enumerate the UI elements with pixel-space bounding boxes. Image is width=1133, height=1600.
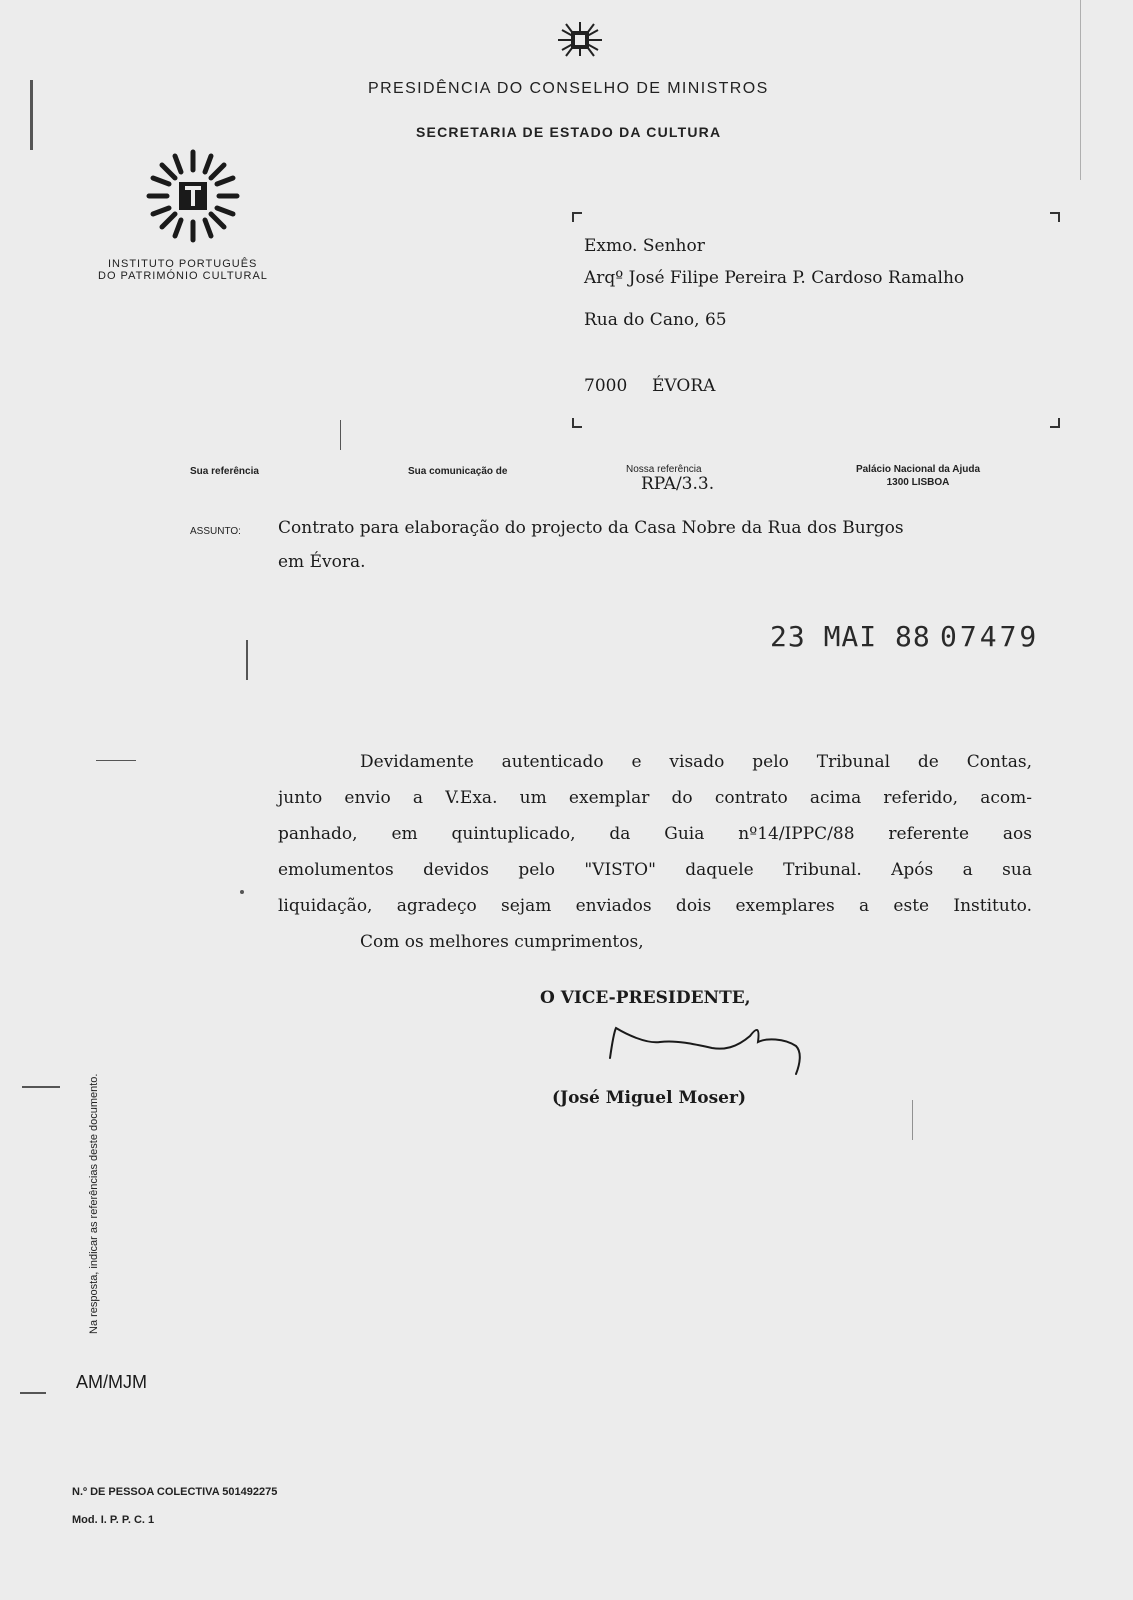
subject-label: ASSUNTO: — [190, 526, 241, 537]
state-seal-icon — [552, 16, 608, 64]
scan-mark — [340, 420, 341, 450]
body-line-3: panhado, em quintuplicado, da Guia nº14/IPPC/88 referente aos — [278, 824, 1032, 844]
sua-referencia-label: Sua referência — [190, 466, 259, 477]
scan-mark — [20, 1392, 46, 1394]
address-corner-tl — [572, 212, 582, 222]
recipient-salutation: Exmo. Senhor — [584, 236, 705, 256]
address-corner-bl — [572, 418, 582, 428]
body-line-1: Devidamente autenticado e visado pelo Tribunal de Contas, — [360, 752, 1032, 772]
body-line-2: junto envio a V.Exa. um exemplar do contrato acima referido, acom- — [278, 788, 1032, 808]
scan-mark — [246, 640, 248, 680]
signatory-title: O VICE-PRESIDENTE, — [540, 988, 751, 1008]
palace-address-line2: 1300 LISBOA — [886, 477, 950, 488]
sua-comunicacao-label: Sua comunicação de — [408, 466, 508, 477]
subject-line2: em Évora. — [278, 552, 366, 572]
scan-mark — [30, 80, 33, 150]
nossa-referencia-value: RPA/3.3. — [641, 474, 715, 494]
registry-number: 07479 — [940, 620, 1040, 653]
scan-mark — [96, 760, 136, 761]
institute-name-line1: INSTITUTO PORTUGUÊS — [108, 258, 258, 270]
signatory-name: (José Miguel Moser) — [552, 1088, 746, 1108]
recipient-postcode: 7000 — [584, 376, 628, 396]
subject-line1: Contrato para elaboração do projecto da Casa Nobre da Rua dos Burgos — [278, 518, 904, 538]
model-code: Mod. I. P. P. C. 1 — [72, 1514, 155, 1526]
address-corner-br — [1050, 418, 1060, 428]
secretariat-title: SECRETARIA DE ESTADO DA CULTURA — [416, 124, 722, 140]
body-line-5: liquidação, agradeço sejam enviados dois exemplares a este Instituto. — [278, 896, 1032, 916]
body-line-4: emolumentos devidos pelo "VISTO" daquele Tribunal. Após a sua — [278, 860, 1032, 880]
recipient-name: Arqº José Filipe Pereira P. Cardoso Ramalho — [584, 268, 965, 288]
nossa-referencia-label: Nossa referência — [626, 464, 702, 475]
palace-address-line1: Palácio Nacional da Ajuda — [855, 464, 981, 475]
scan-mark — [22, 1086, 60, 1088]
recipient-street: Rua do Cano, 65 — [584, 310, 727, 330]
scan-mark — [912, 1100, 913, 1140]
ministry-title: PRESIDÊNCIA DO CONSELHO DE MINISTROS — [368, 80, 769, 97]
address-corner-tr — [1050, 212, 1060, 222]
recipient-city: ÉVORA — [652, 376, 716, 396]
closing-line: Com os melhores cumprimentos, — [360, 932, 644, 952]
date-stamp: 23 MAI 88 — [770, 620, 931, 653]
ippc-logo-icon — [145, 148, 241, 244]
typist-initials: AM/MJM — [76, 1372, 147, 1392]
pessoa-colectiva: N.º DE PESSOA COLECTIVA 501492275 — [72, 1486, 278, 1498]
scan-mark — [1080, 0, 1081, 180]
scan-mark — [240, 890, 244, 894]
letter-body — [278, 744, 1032, 960]
side-note-vertical: Na resposta, indicar as referências deste documento. — [88, 1073, 100, 1334]
handwritten-signature — [600, 1018, 810, 1088]
institute-name-line2: DO PATRIMÓNIO CULTURAL — [98, 270, 268, 282]
